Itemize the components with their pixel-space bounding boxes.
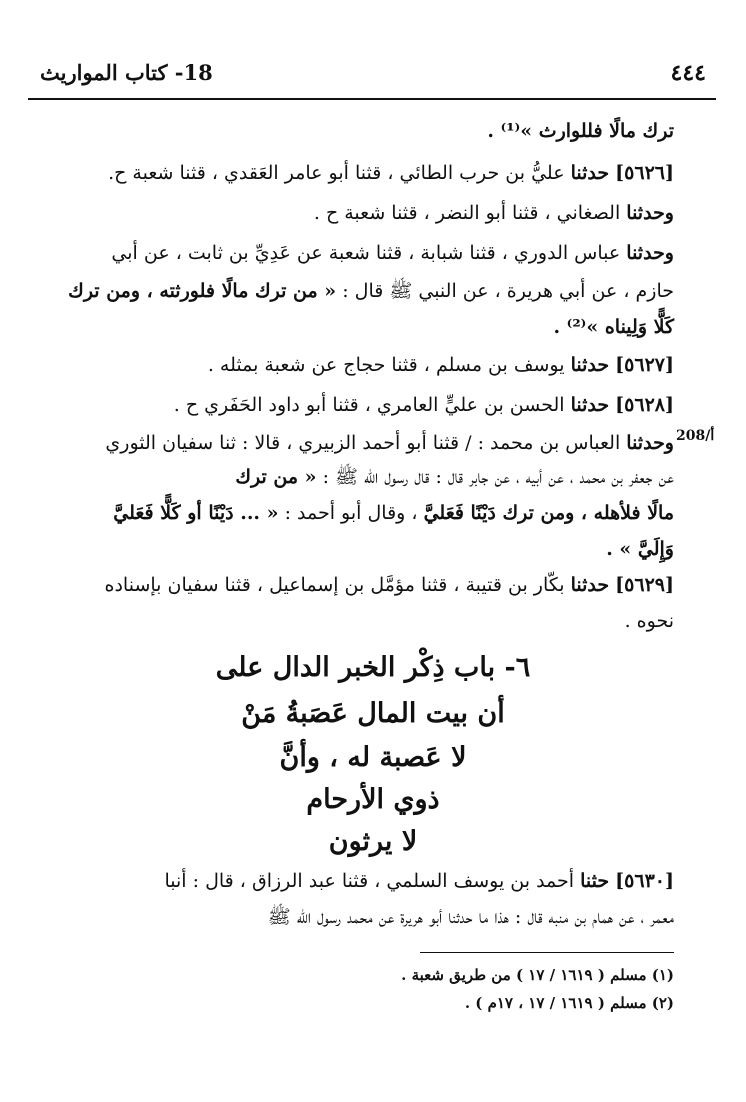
isnad-lead: حثنا: [580, 870, 610, 892]
manuscript-folio-note: 208/أ: [676, 428, 715, 444]
hadith-5627: [36, 350, 674, 380]
isnad-text: الصغاني ، قثنا أبو النضر ، قثنا شعبة ح .: [313, 202, 621, 224]
isnad-text: ، وقال أبو أحمد :: [284, 502, 418, 524]
chapter-title-line-3: لا عَصبة له ، وأنَّ: [279, 742, 467, 773]
footnote-divider: [420, 952, 674, 953]
hadith-5629: [36, 570, 674, 600]
matn-text: « ... دَيْنًا أو كَلًّا فَعَليَّ: [113, 502, 279, 524]
text-line-9: [36, 428, 674, 458]
isnad-text: العباس بن محمد : / قثنا أبو أحمد الزبيري ، قالا : ثنا سفيان الثوري: [105, 432, 621, 454]
chapter-title-line-5: لا يرثون: [328, 826, 418, 857]
hadith-number: [٥٦٢٨]: [615, 394, 674, 416]
isnad-text: يوسف بن مسلم ، قثنا حجاج عن شعبة بمثله .: [207, 354, 565, 376]
text-line-16: [36, 902, 674, 932]
hadith-number: [٥٦٢٩]: [615, 574, 674, 596]
header-divider: [28, 98, 716, 100]
isnad-text: عن جعفر بن محمد ، عن أبيه ، عن جابر قال : قال رسول الله ﷺ :: [322, 466, 674, 488]
isnad-text: بكّار بن قتيبة ، قثنا مؤمَّل بن إسماعيل ، قثنا سفيان بإسناده: [104, 574, 565, 596]
hadith-number: [٥٦٢٧]: [615, 354, 674, 376]
text-line-3: [36, 198, 674, 228]
text-line-11: [36, 498, 674, 528]
isnad-text: عباس الدوري ، قثنا شبابة ، قثنا شعبة عن عَدِيِّ بن ثابت ، عن أبي: [111, 242, 621, 264]
text-line-4: [36, 238, 674, 268]
chapter-title-line-2: أن بيت المال عَصَبةُ مَنْ: [241, 698, 505, 729]
footnote-2: (٢) مسلم ( ١٦١٩ / ١٧ ، ١٧م ) .: [464, 994, 674, 1012]
isnad-lead: وحدثنا: [626, 432, 674, 454]
hadith-5630: [36, 866, 674, 896]
hadith-5628: [36, 390, 674, 420]
hadith-number: [٥٦٢٦]: [615, 162, 674, 184]
footnote-1: (١) مسلم ( ١٦١٩ / ١٧ ) من طريق شعبة .: [401, 966, 674, 984]
isnad-lead: حدثنا: [570, 354, 610, 376]
hadith-ending: ترك مالًا فللوارث »⁽¹⁾ .: [487, 120, 674, 142]
hadith-number: [٥٦٣٠]: [615, 870, 674, 892]
text-line-12: [36, 534, 674, 564]
isnad-text: عليُّ بن حرب الطائي ، قثنا أبو عامر العَقدي ، قثنا شعبة ح.: [108, 162, 565, 184]
chapter-running-title: 18- كتاب المواريث: [40, 60, 213, 85]
matn-text: مالًا فلأهله ، ومن ترك دَيْنًا فَعَليَّ: [423, 502, 674, 524]
page-number: ٤٤٤: [670, 60, 706, 86]
text-line-5: [36, 276, 674, 306]
isnad-lead: حدثنا: [570, 162, 610, 184]
isnad-text: معمر ، عن همام بن منبه قال : هذا ما حدثنا أبو هريرة عن محمد رسول الله ﷺ: [267, 906, 674, 928]
isnad-lead: حدثنا: [570, 394, 610, 416]
isnad-text: نحوه .: [624, 610, 674, 632]
isnad-text: حازم ، عن أبي هريرة ، عن النبي ﷺ قال :: [342, 280, 674, 302]
text-line-14: [36, 606, 674, 636]
chapter-title-line-1: ٦- باب ذِكْر الخبر الدال على: [215, 652, 531, 683]
isnad-lead: وحدثنا: [626, 242, 674, 264]
isnad-lead: حدثنا: [570, 574, 610, 596]
isnad-text: الحسن بن عليٍّ العامري ، قثنا أبو داود الحَفَري ح .: [173, 394, 565, 416]
matn-text: وَإِلَيَّ » .: [606, 538, 674, 560]
chapter-title-line-4: ذوي الأرحام: [306, 784, 440, 815]
hadith-5626: [36, 158, 674, 188]
matn-text: « من ترك: [235, 466, 317, 488]
text-line-10: [36, 462, 674, 492]
isnad-text: أحمد بن يوسف السلمي ، قثنا عبد الرزاق ، قال : أنبا: [164, 870, 575, 892]
matn-text: « من ترك مالًا فلورثته ، ومن ترك: [68, 280, 337, 302]
text-line-6: [36, 312, 674, 342]
isnad-lead: وحدثنا: [626, 202, 674, 224]
text-line-1: [36, 116, 674, 146]
matn-text: كَلًّا وَلِيناه »⁽²⁾ .: [553, 316, 674, 338]
